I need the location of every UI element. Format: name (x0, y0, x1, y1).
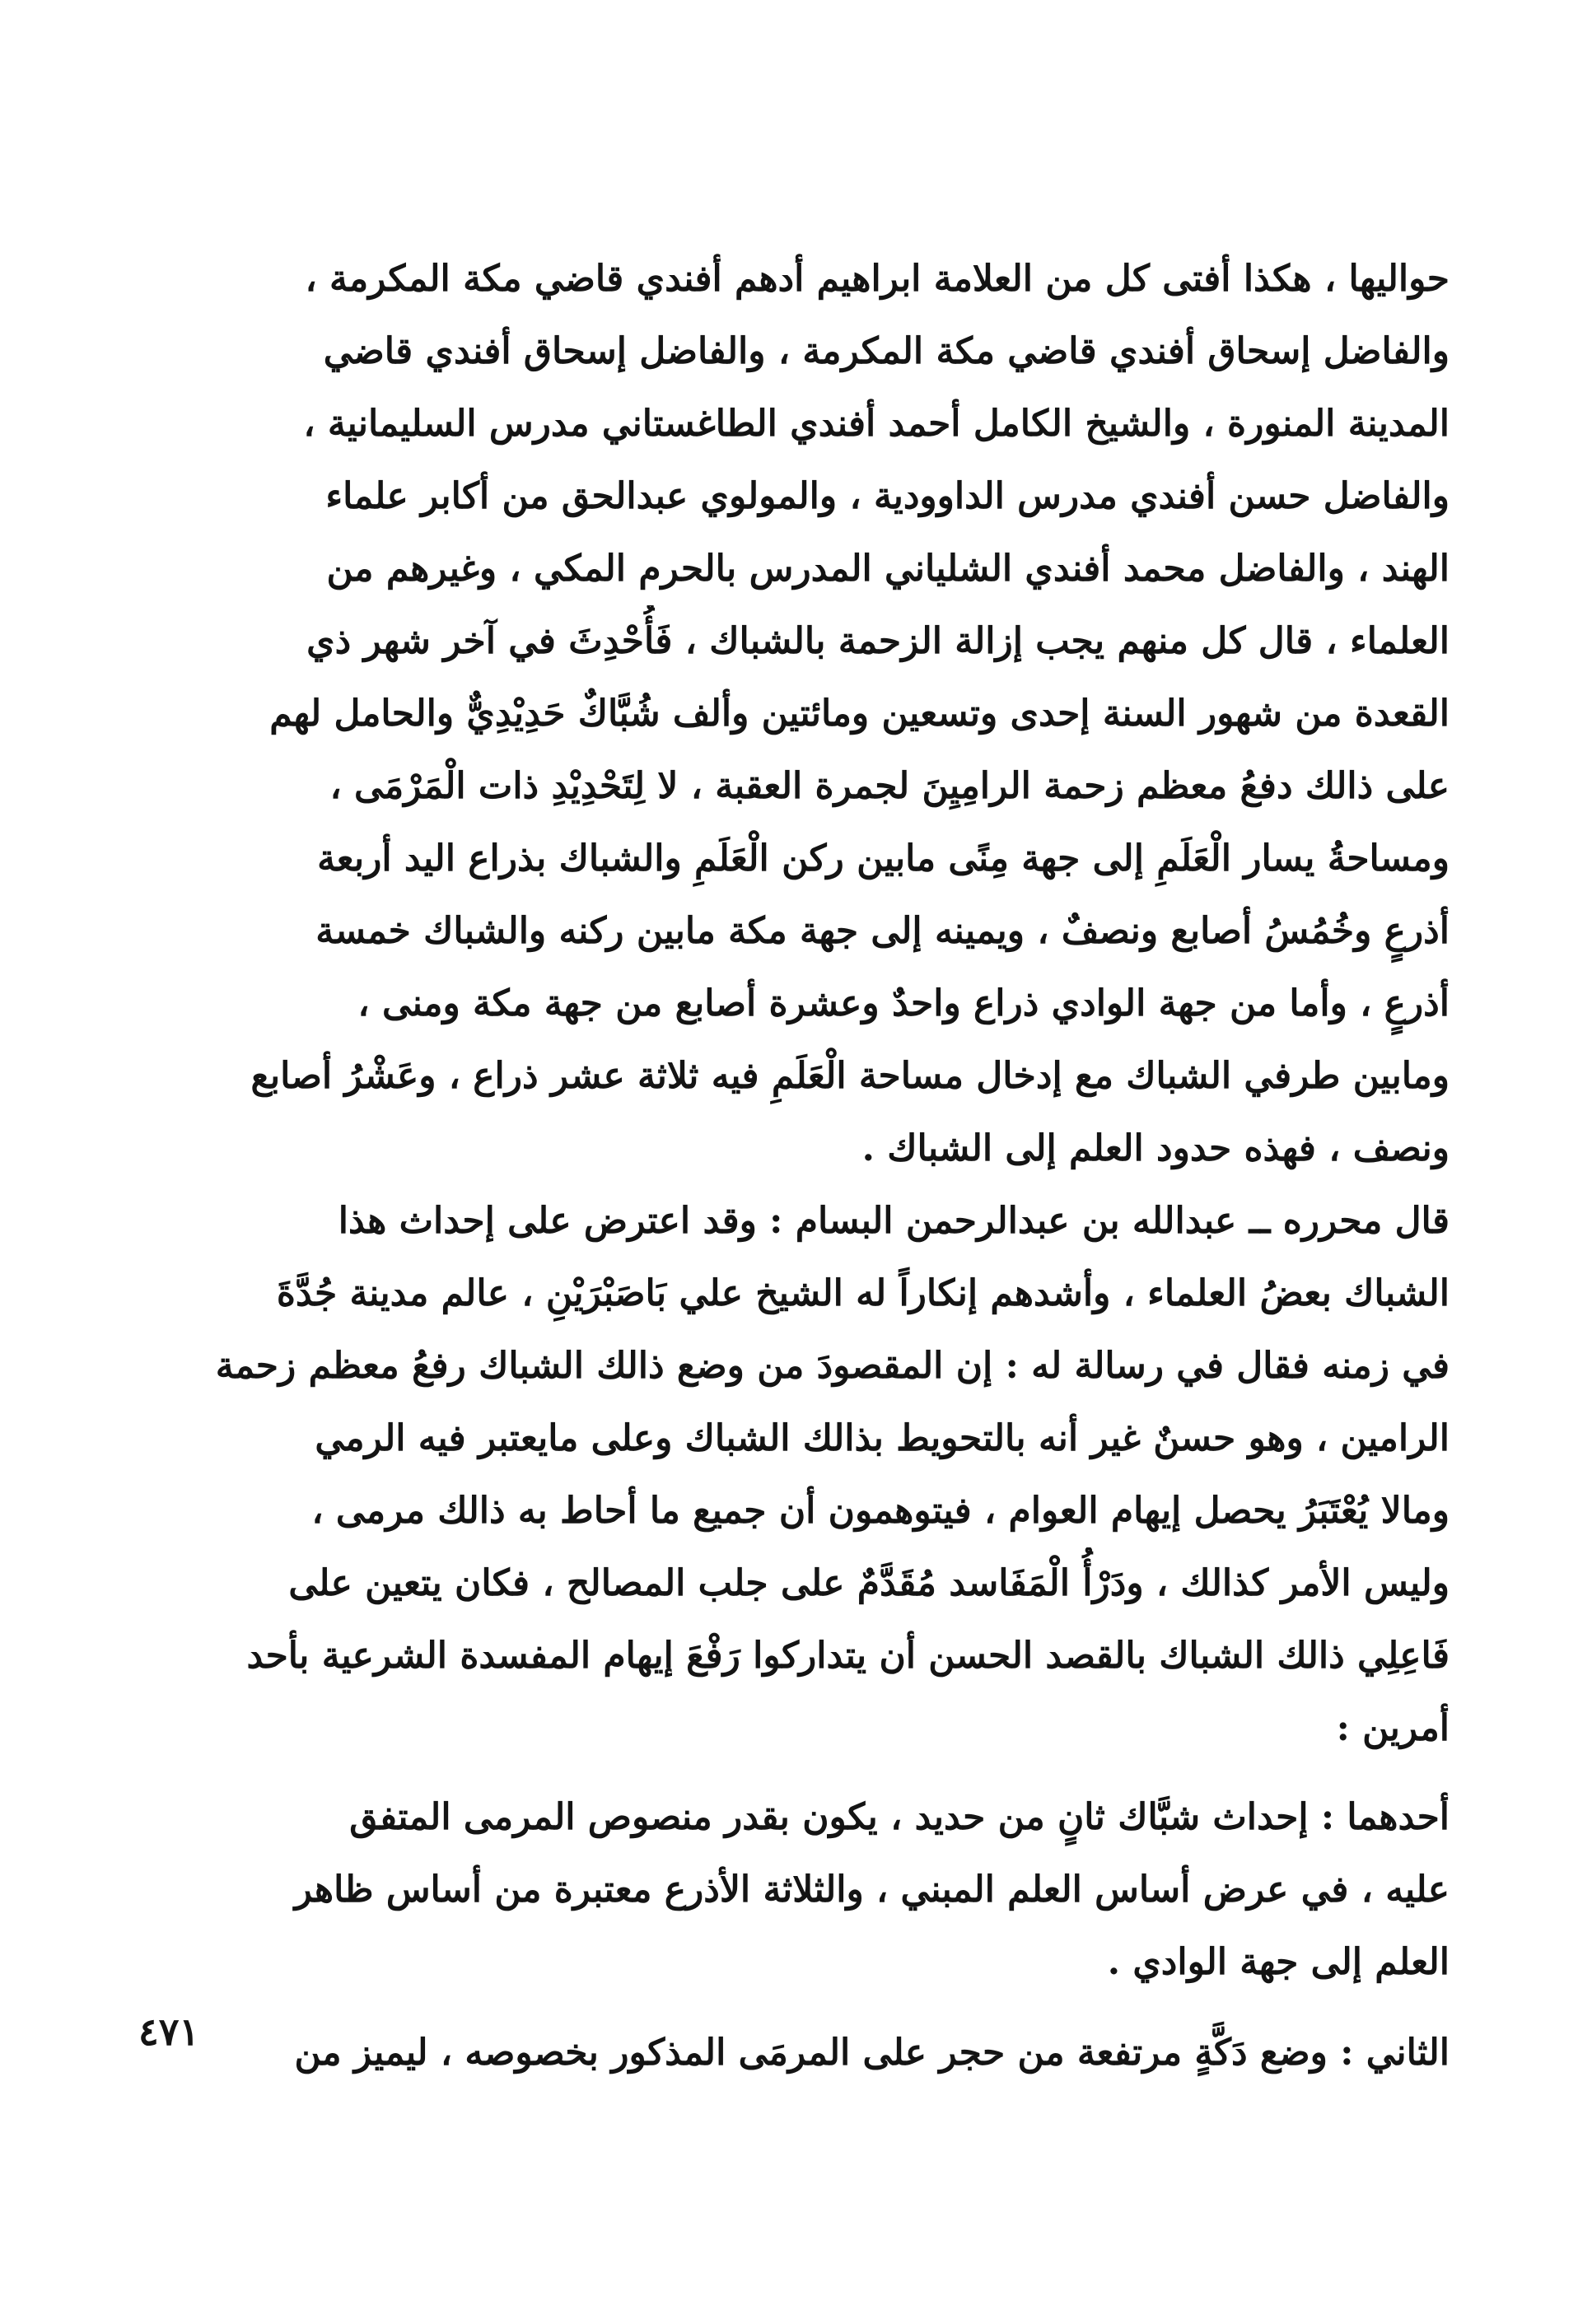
text-line: أحدهما : إحداث شبَّاك ثانٍ من حديد ، يكون بقدر منصوص المرمى المتفق (349, 1796, 1450, 1838)
text-line: الثاني : وضع دَكَّةٍ مرتفعة من حجر على المرمَى المذكور بخصوصه ، ليميز من (294, 2032, 1450, 2074)
text-line: العلماء ، قال كل منهم يجب إزالة الزحمة بالشباك ، فَأُحْدِثَ في آخر شهر ذي (306, 620, 1450, 662)
text-line: العلم إلى جهة الوادي . (1107, 1941, 1450, 1983)
text-line: الشباك بعضُ العلماء ، وأشدهم إنكاراً له الشيخ علي بَاصَبْرَيْنِ ، عالم مدينة جُدَّةَ (276, 1272, 1450, 1314)
text-line: أذرعٍ وخُمُسُ أصابع ونصفٌ ، ويمينه إلى جهة مكة مابين ركنه والشباك خمسة (315, 910, 1450, 952)
text-line: الرامين ، وهو حسنٌ غير أنه بالتحويط بذالك الشباك وعلى مايعتبر فيه الرمي (315, 1417, 1450, 1459)
text-line: ونصف ، فهذه حدود العلم إلى الشباك . (861, 1127, 1450, 1169)
text-line: والفاضل حسن أفندي مدرس الداوودية ، والمولوي عبدالحق من أكابر علماء (325, 475, 1450, 517)
text-line: قال محرره ــ عبدالله بن عبدالرحمن البسام : وقد اعترض على إحداث هذا (338, 1200, 1450, 1242)
text-line: أذرعٍ ، وأما من جهة الوادي ذراع واحدٌ وعشرة أصابع من جهة مكة ومنى ، (357, 982, 1450, 1024)
text-line: على ذالك دفعُ معظم زحمة الرامِيِنَ لجمرة العقبة ، لا لِتَحْدِيْدِ ذات الْمَرْمَى ، (329, 765, 1450, 807)
text-line: ومالا يُعْتَبَرُ يحصل إيهام العوام ، فيتوهمون أن جميع ما أحاط به ذالك مرمى ، (311, 1490, 1450, 1532)
text-line: القعدة من شهور السنة إحدى وتسعين ومائتين وألف شُبَّاكٌ حَدِيْدِيٌّ والحامل لهم (269, 693, 1450, 735)
text-line: المدينة المنورة ، والشيخ الكامل أحمد أفندي الطاغستاني مدرس السليمانية ، (303, 403, 1450, 445)
paragraph-gap (132, 1999, 1450, 2017)
text-line: وليس الأمر كذالك ، ودَرْأُ الْمَفَاسد مُقَدَّمٌ على جلب المصالح ، فكان يتعين على (288, 1562, 1450, 1604)
text-line: عليه ، في عرض أساس العلم المبني ، والثلاثة الأذرع معتبرة من أساس ظاهر (294, 1869, 1450, 1911)
page-text-body (132, 243, 1450, 2089)
page-number: ٤٧١ (138, 2009, 200, 2054)
text-line: ومابين طرفي الشباك مع إدخال مساحة الْعَلَمِ فيه ثلاثة عشر ذراع ، وعَشْرُ أصابع (250, 1055, 1450, 1097)
text-line: في زمنه فقال في رسالة له : إن المقصودَ من وضع ذالك الشباك رفعُ معظم زحمة (215, 1345, 1450, 1387)
text-line: والفاضل إسحاق أفندي قاضي مكة المكرمة ، والفاضل إسحاق أفندي قاضي (323, 330, 1450, 372)
paragraph-gap (132, 1765, 1450, 1781)
text-line: أمرين : (1336, 1707, 1450, 1749)
text-line: حواليها ، هكذا أفتى كل من العلامة ابراهيم أدهم أفندي قاضي مكة المكرمة ، (305, 258, 1450, 300)
text-line: الهند ، والفاضل محمد أفندي الشلياني المدرس بالحرم المكي ، وغيرهم من (326, 548, 1450, 590)
text-line: فَاعِلِي ذالك الشباك بالقصد الحسن أن يتداركوا رَفْعَ إيهام المفسدة الشرعية بأحد (246, 1635, 1450, 1677)
text-line: ومساحةُ يسار الْعَلَمِ إلى جهة مِنًى مابين ركن الْعَلَمِ والشباك بذراع اليد أربعة (317, 838, 1450, 880)
